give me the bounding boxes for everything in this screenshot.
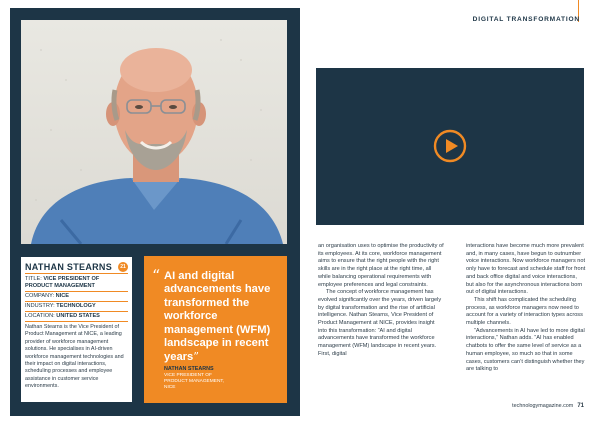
article-paragraph: This shift has complicated the scheduling process, as workforce managers now need to account for a variety of interaction types across multiple channels. <box>466 296 583 327</box>
profile-industry <box>25 303 128 310</box>
quote-attribution-role <box>164 373 274 391</box>
profile-industry-value: TECHNOLOGY <box>56 303 96 309</box>
page-number: 71 <box>577 403 584 409</box>
quote-open-mark: “ <box>152 266 161 285</box>
quote-attribution-name: NATHAN STEARNS <box>164 366 214 372</box>
quote-role-company: NICE <box>164 385 176 390</box>
profile-location-value: UNITED STATES <box>56 313 100 319</box>
profile-company-label: COMPANY: <box>25 293 56 299</box>
profile-title-value: VICE PRESIDENT OF PRODUCT MANAGEMENT <box>25 276 100 289</box>
profile-industry-label: INDUSTRY: <box>25 303 57 309</box>
profile-divider <box>25 273 128 274</box>
profile-card <box>21 257 132 402</box>
portrait-photo <box>21 20 287 244</box>
profile-location <box>25 313 128 320</box>
profile-name: NATHAN STEARNS <box>25 262 113 272</box>
article-column-2 <box>466 243 586 374</box>
profile-location-label: LOCATION: <box>25 313 57 319</box>
profile-badge: 21 <box>118 262 128 272</box>
article-column-1 <box>318 243 444 359</box>
profile-bio: Nathan Stearns is the Vice President of Product Management at NICE, a leading provider of workforce management solutions. He specialises in AI-driven workforce management technologies and their impact on digital interactions, scheduling processes and employee assistance in customer service environments. <box>25 324 124 390</box>
footer-site[interactable]: technologymagazine.com <box>512 403 574 409</box>
quote-body: AI and digital advancements have transformed the workforce management (WFM) landscape in recent years <box>164 270 271 364</box>
profile-divider <box>25 311 128 312</box>
profile-title <box>25 276 128 290</box>
quote-role-line-1: VICE PRESIDENT OF <box>164 373 212 378</box>
profile-company <box>25 293 128 300</box>
profile-title-label: TITLE: <box>25 276 44 282</box>
play-icon[interactable] <box>433 129 467 163</box>
profile-divider <box>25 301 128 302</box>
pull-quote <box>144 256 287 403</box>
page-footer <box>512 403 584 409</box>
article-paragraph: an organisation uses to optimise the productivity of its employees. At its core, workforce management aims to ensure that the right people with the right skills are in the right place at the right time, all while balancing operational requirements with employee preferences and legal constraints. <box>318 243 444 288</box>
portrait-illustration <box>21 20 287 244</box>
profile-divider <box>25 321 128 322</box>
quote-close-mark: ” <box>193 350 199 364</box>
quote-role-line-2: PRODUCT MANAGEMENT, <box>164 379 225 384</box>
quote-text <box>164 270 282 365</box>
article-paragraph: “Advancements in AI have led to more digital interactions,” Nathan adds. “AI has enabled chatbots to offer the same level of service as a human employee, so much so that in some cases, customers can’t distinguish whether they are talking to <box>466 327 585 373</box>
profile-divider <box>25 291 128 292</box>
section-label: DIGITAL TRANSFORMATION <box>472 16 580 23</box>
profile-company-value: NICE <box>55 293 70 299</box>
article-paragraph: interactions have become much more prevalent and, in many cases, have begun to outnumber voice interactions. Now workforce managers not only have to forecast and schedule staff for front and back office digital and voice interactions, but also for the asynchronous interactions born out of digital interactions. <box>466 243 586 296</box>
article-paragraph: The concept of workforce management has evolved significantly over the years, driven largely by digital transformation and the rise of artificial intelligence. Nathan Stearns, Vice President of Product Management at NICE, provides insight into this transformation: “AI and digital advancements have transformed the workforce management (WFM) landscape in recent years. First, digital <box>318 289 442 357</box>
